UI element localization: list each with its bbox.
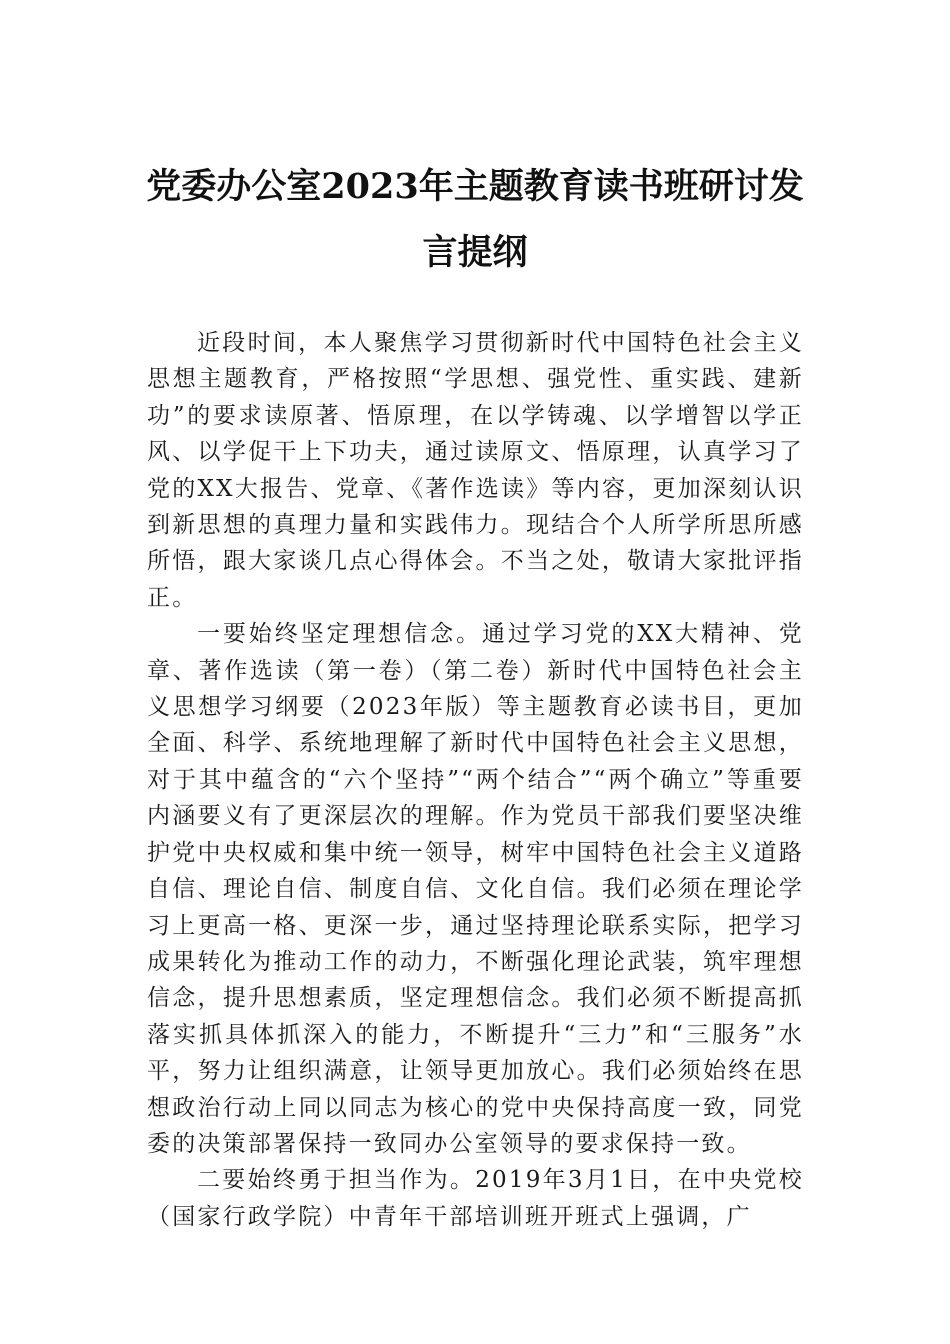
paragraph-point-two: 二要始终勇于担当作为。2019年3月1日，在中央党校（国家行政学院）中青年干部培训班开班式上强调，广 <box>147 1167 804 1230</box>
paragraph-point-one: 一要始终坚定理想信念。通过学习党的XX大精神、党章、著作选读（第一卷）（第二卷）新时代中国特色社会主义思想学习纲要（2023年版）等主题教育必读书目，更加全面、科学、系统地理解了新时代中国特色社会主义思想，对于其中蕴含的“六个坚持”“两个结合”“两个确立”等重要内涵要义有了更深层次的理解。作为党员干部我们要坚决维护党中央权威和集中统一领导，树牢中国特色社会主义道路自信、理论自信、制度自信、文化自信。我们必须在理论学习上更高一格、更深一步，通过坚持理论联系实际，把学习成果转化为推动工作的动力，不断强化理论武装，筑牢理想信念，提升思想素质，坚定理想信念。我们必须不断提高抓落实抓具体抓深入的能力，不断提升“三力”和“三服务”水平，努力让组织满意，让领导更加放心。我们必须始终在思想政治行动上同以同志为核心的党中央保持高度一致，同党委的决策部署保持一致同办公室领导的要求保持一致。 <box>147 621 804 1157</box>
document-body <box>147 325 804 1235</box>
paragraph-intro: 近段时间，本人聚焦学习贯彻新时代中国特色社会主义思想主题教育，严格按照“学思想、强党性、重实践、建新功”的要求读原著、悟原理，在以学铸魂、以学增智以学正风、以学促干上下功夫，通过读原文、悟原理，认真学习了党的XX大报告、党章、《著作选读》等内容，更加深刻认识到新思想的真理力量和实践伟力。现结合个人所学所思所感所悟，跟大家谈几点心得体会。不当之处，敬请大家批评指正。 <box>147 330 804 611</box>
document-title: 党委办公室2023年主题教育读书班研讨发言提纲 <box>146 166 804 273</box>
